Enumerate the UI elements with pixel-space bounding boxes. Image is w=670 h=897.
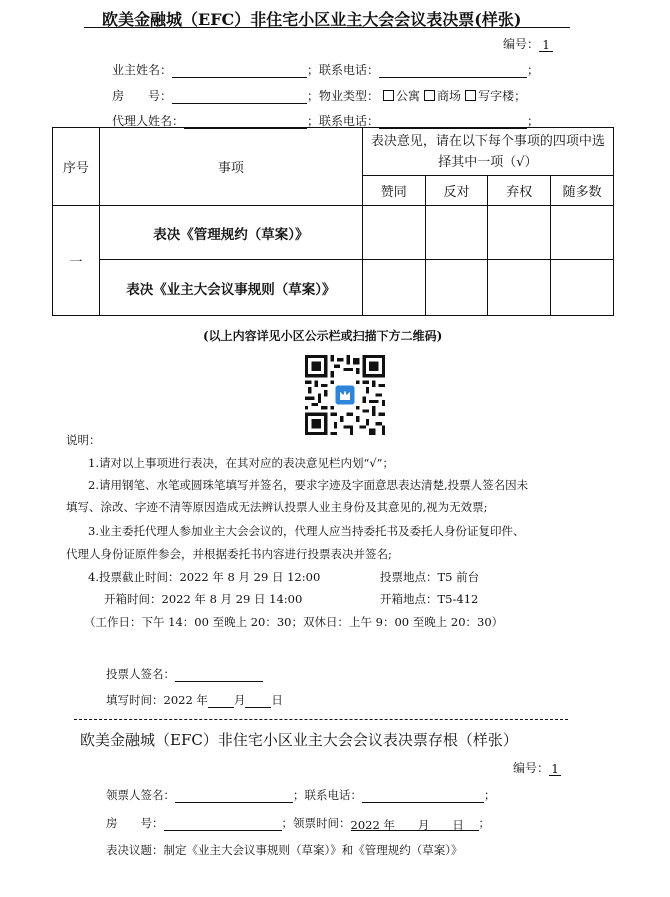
serial-number: 编号： 1 xyxy=(503,35,553,52)
option-oppose: 反对 xyxy=(425,176,488,206)
voter-signature-row: 投票人签名： xyxy=(106,666,263,682)
qr-note: (以上内容详见小区公示栏或扫描下方二维码) xyxy=(203,329,443,343)
checkbox-apartment[interactable] xyxy=(383,90,394,101)
stub-serial-value[interactable]: 1 xyxy=(549,762,561,776)
vote-cell[interactable] xyxy=(425,260,488,316)
notes-heading: 说明： xyxy=(66,433,101,447)
cut-line xyxy=(74,719,568,720)
vote-cell[interactable] xyxy=(425,206,488,260)
option-approve: 赞同 xyxy=(362,176,425,206)
note-3-line-1: 3.业主委托代理人参加业主大会会议的，代理人应当持委托书及委托人身份证复印件、 xyxy=(88,524,525,538)
group-number: 一 xyxy=(53,206,100,316)
note-2-line-1: 2.请用钢笔、水笔或圆珠笔填写并签名，要求字迹及字面意思表达清楚,投票人签名因未 xyxy=(88,478,529,492)
receiver-phone-field[interactable] xyxy=(362,789,484,803)
checkbox-office[interactable] xyxy=(465,90,476,101)
vote-cell[interactable] xyxy=(488,206,551,260)
note-3-line-2: 代理人身份证原件参会，并根据委托书内容进行投票表决并签名; xyxy=(66,547,392,561)
opinion-header: 表决意见，请在以下每个事项的四项中选择其中一项（√） xyxy=(362,128,613,176)
col-item-header: 事项 xyxy=(99,128,362,206)
owner-phone-field[interactable] xyxy=(379,64,527,78)
room-field[interactable] xyxy=(172,90,307,104)
vote-cell[interactable] xyxy=(362,260,425,316)
stub-receiver-row: 领票人签名： ；联系电话： ； xyxy=(106,788,496,802)
serial-value[interactable]: 1 xyxy=(539,38,553,52)
qr-code-icon xyxy=(305,355,385,435)
vote-cell[interactable] xyxy=(362,206,425,260)
room-row: 房 号： ；物业类型： 公寓 商场 写字楼； xyxy=(112,89,527,103)
table-row-item: 表决《业主大会议事规则（草案）》 xyxy=(99,260,362,316)
table-row-item: 表决《管理规约（草案）》 xyxy=(99,206,362,260)
checkbox-mall[interactable] xyxy=(424,90,435,101)
vote-cell[interactable] xyxy=(551,260,614,316)
stub-serial-number: 编号： 1 xyxy=(513,759,561,776)
stub-title: 欧美金融城（EFC）非住宅小区业主大会会议表决票存根（样张） xyxy=(80,731,518,749)
vote-cell[interactable] xyxy=(551,206,614,260)
stub-room-row: 房 号： ；领票时间：2022 年 月 日 ； xyxy=(106,816,490,832)
note-2-line-2: 填写、涂改、字迹不清等原因造成无法辨认投票人业主身份及其意见的,视为无效票; xyxy=(66,500,488,514)
stub-topic: 表决议题：制定《业主大会议事规则（草案）》和《管理规约（草案）》 xyxy=(106,843,463,857)
vote-cell[interactable] xyxy=(488,260,551,316)
note-4-deadline: 4.投票截止时间：2022 年 8 月 29 日 12:00 xyxy=(88,570,321,584)
receive-time-field[interactable]: 2022 年 月 日 xyxy=(351,817,479,831)
fill-month-field[interactable] xyxy=(208,694,234,708)
fill-day-field[interactable] xyxy=(245,694,271,708)
note-4-open-time: 开箱时间：2022 年 8 月 29 日 14:00 xyxy=(104,592,303,606)
note-4-open-place: 开箱地点：T5-412 xyxy=(380,592,479,606)
fill-date-row: 填写时间：2022 年 月 日 xyxy=(106,693,283,707)
note-hours: （工作日：下午 14：00 至晚上 20：30；双休日：上午 9：00 至晚上 20：30） xyxy=(84,615,504,629)
receiver-signature-field[interactable] xyxy=(175,789,293,803)
stub-room-field[interactable] xyxy=(164,817,282,831)
title-rule xyxy=(84,27,570,28)
voter-signature-field[interactable] xyxy=(175,668,263,682)
option-abstain: 弃权 xyxy=(488,176,551,206)
ballot-title: 欧美金融城（EFC）非住宅小区业主大会会议表决票(样张) xyxy=(102,10,522,29)
note-4-vote-place: 投票地点：T5 前台 xyxy=(380,570,480,584)
note-1: 1.请对以上事项进行表决，在其对应的表决意见栏内划“√”； xyxy=(88,456,395,470)
option-follow-majority: 随多数 xyxy=(551,176,614,206)
vote-table xyxy=(52,127,614,316)
col-no-header: 序号 xyxy=(53,128,100,206)
agent-row: 代理人姓名： ；联系电话： ； xyxy=(112,114,540,128)
owner-name-field[interactable] xyxy=(172,64,307,78)
owner-row: 业主姓名： ；联系电话： ； xyxy=(112,63,540,77)
